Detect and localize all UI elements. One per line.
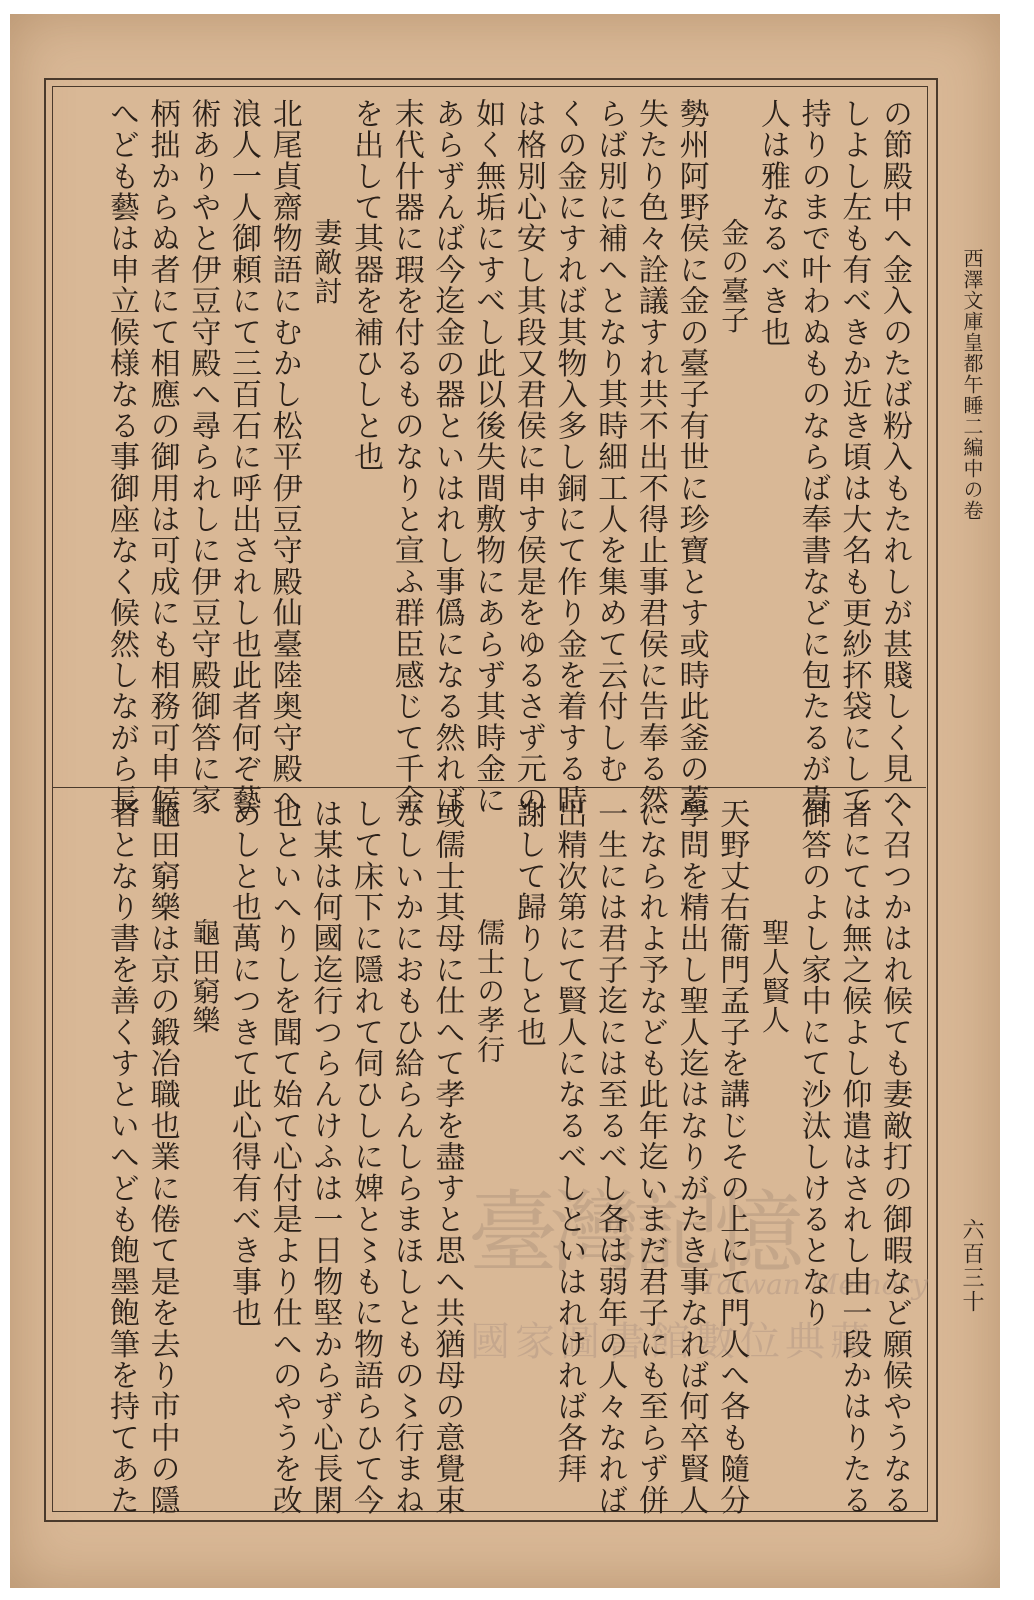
- top-text-column: 末代什器に瑕を付るものなりと宣ふ群臣感じて千金: [388, 98, 424, 816]
- running-title: 西澤文庫皇都午睡二編中の卷: [960, 248, 984, 521]
- bottom-text-column: して床下に隱れて伺ひしに婢と〻もに物語らひて今: [348, 798, 384, 1516]
- watermark-chinese: 國家圖書館數位典藏: [470, 1319, 875, 1365]
- bottom-text-column: 者となり書を善くすといへども飽墨飽筆を持てあた: [103, 798, 139, 1516]
- top-text-column: 術ありやと伊豆守殿へ尋られしに伊豆守殿御答に家: [185, 98, 221, 816]
- bottom-text-column: 學問を精出し聖人迄はなりがたき事なれば何卒賢人: [673, 798, 709, 1516]
- bottom-text-column: 御答のよし家中にて沙汰しけるとなり: [795, 798, 831, 1329]
- bottom-heading: 龜田窮樂: [188, 918, 222, 1035]
- top-text-column: 人は雅なるべき也: [754, 98, 790, 348]
- bottom-text-column: く召つかはれ候ても妻敵打の御暇など願候やうなる: [877, 798, 912, 1516]
- top-heading: 金の臺子: [717, 218, 751, 335]
- top-text-column: 勢州阿野侯に金の臺子有世に珍寶とす或時此釜の蓋: [673, 98, 709, 816]
- top-text-column: しよし左も有べきか近き頃は大名も更紗抔袋にして: [836, 98, 872, 816]
- top-text-column: へども藝は申立候様なる事御座なく候然しながら長: [103, 98, 139, 816]
- top-text-column: らば別に補へとなり其時細工人を集めて云付しむ: [592, 98, 628, 785]
- bottom-text-column: 一生には君子迄には至るべし各は弱年の人々なれば: [592, 798, 628, 1516]
- bottom-text-column: なしいかにおもひ給らんしらまほしともの〻行まね: [388, 798, 424, 1516]
- top-text-column: 浪人一人御頼にて三百石に呼出されし也此者何ぞ藝: [226, 98, 261, 816]
- top-text-column: 持りのまで叶わぬものならば奉書などに包たるが貴: [795, 98, 831, 816]
- watermark-seal: 臺灣記憶: [468, 1181, 796, 1286]
- bottom-text-column: 謝して歸りしと也: [510, 798, 546, 1048]
- bottom-text-panel: [66, 798, 914, 1516]
- bottom-text-column: 也といへりしを聞て始て心付是より仕へのやうを改: [266, 798, 302, 1516]
- top-heading: 妻敵討: [310, 218, 344, 306]
- bottom-text-column: 或儒士其母に仕へて孝を盡すと思へ共猶母の意覺束: [429, 798, 465, 1516]
- top-text-column: 北尾貞齋物語にむかし松平伊豆守殿仙臺陸奥守殿へ: [266, 98, 302, 816]
- bottom-text-column: めしと也萬につきて此心得有べき事也: [226, 798, 261, 1329]
- bottom-text-column: 龜田窮樂は京の鍛冶職也業に倦て是を去り市中の隱: [144, 798, 180, 1516]
- top-text-column: は格別心安し其段又君侯に申す侯是をゆるさず元の: [510, 98, 546, 816]
- bottom-text-column: は某は何國迄行つらんけふは一日物堅からず心長閑: [307, 798, 343, 1516]
- top-text-panel: [66, 98, 914, 816]
- top-text-column: を出して其器を補ひしと也: [348, 98, 384, 473]
- bottom-text-column: になられよ予なども此年迄いまだ君子にも至らず併: [632, 798, 668, 1516]
- top-text-column: 柄拙からぬ者にて相應の御用は可成にも相務可申候: [144, 98, 180, 816]
- top-text-column: くの金にすれば其物入多し銅にて作り金を着する時: [551, 98, 587, 816]
- bottom-heading: 儒士の孝行: [473, 918, 507, 1064]
- bottom-text-column: 天野丈右衞門孟子を講じその上にて門人へ各も隨分: [714, 798, 750, 1516]
- watermark-english: Taiwan Memory: [700, 1268, 928, 1301]
- bottom-heading: 聖人賢人: [757, 918, 791, 1035]
- top-text-column: の節殿中へ金入のたば粉入もたれしが甚賤しく見へ: [877, 98, 912, 816]
- top-text-column: 如く無垢にすべし此以後失間敷物にあらず其時金に: [470, 98, 506, 816]
- bottom-text-column: 者にては無之候よし仰遣はされし由一段かはりたる: [836, 798, 872, 1516]
- top-text-column: あらずんば今迄金の器といはれし事僞になる然れば: [429, 98, 465, 816]
- page-number: 六百三十: [959, 1218, 984, 1314]
- top-text-column: 失たり色々詮議すれ共不出不得止事君侯に告奉る然: [632, 98, 668, 816]
- bottom-text-column: 出精次第にて賢人になるべしといはれければ各拜: [551, 798, 587, 1485]
